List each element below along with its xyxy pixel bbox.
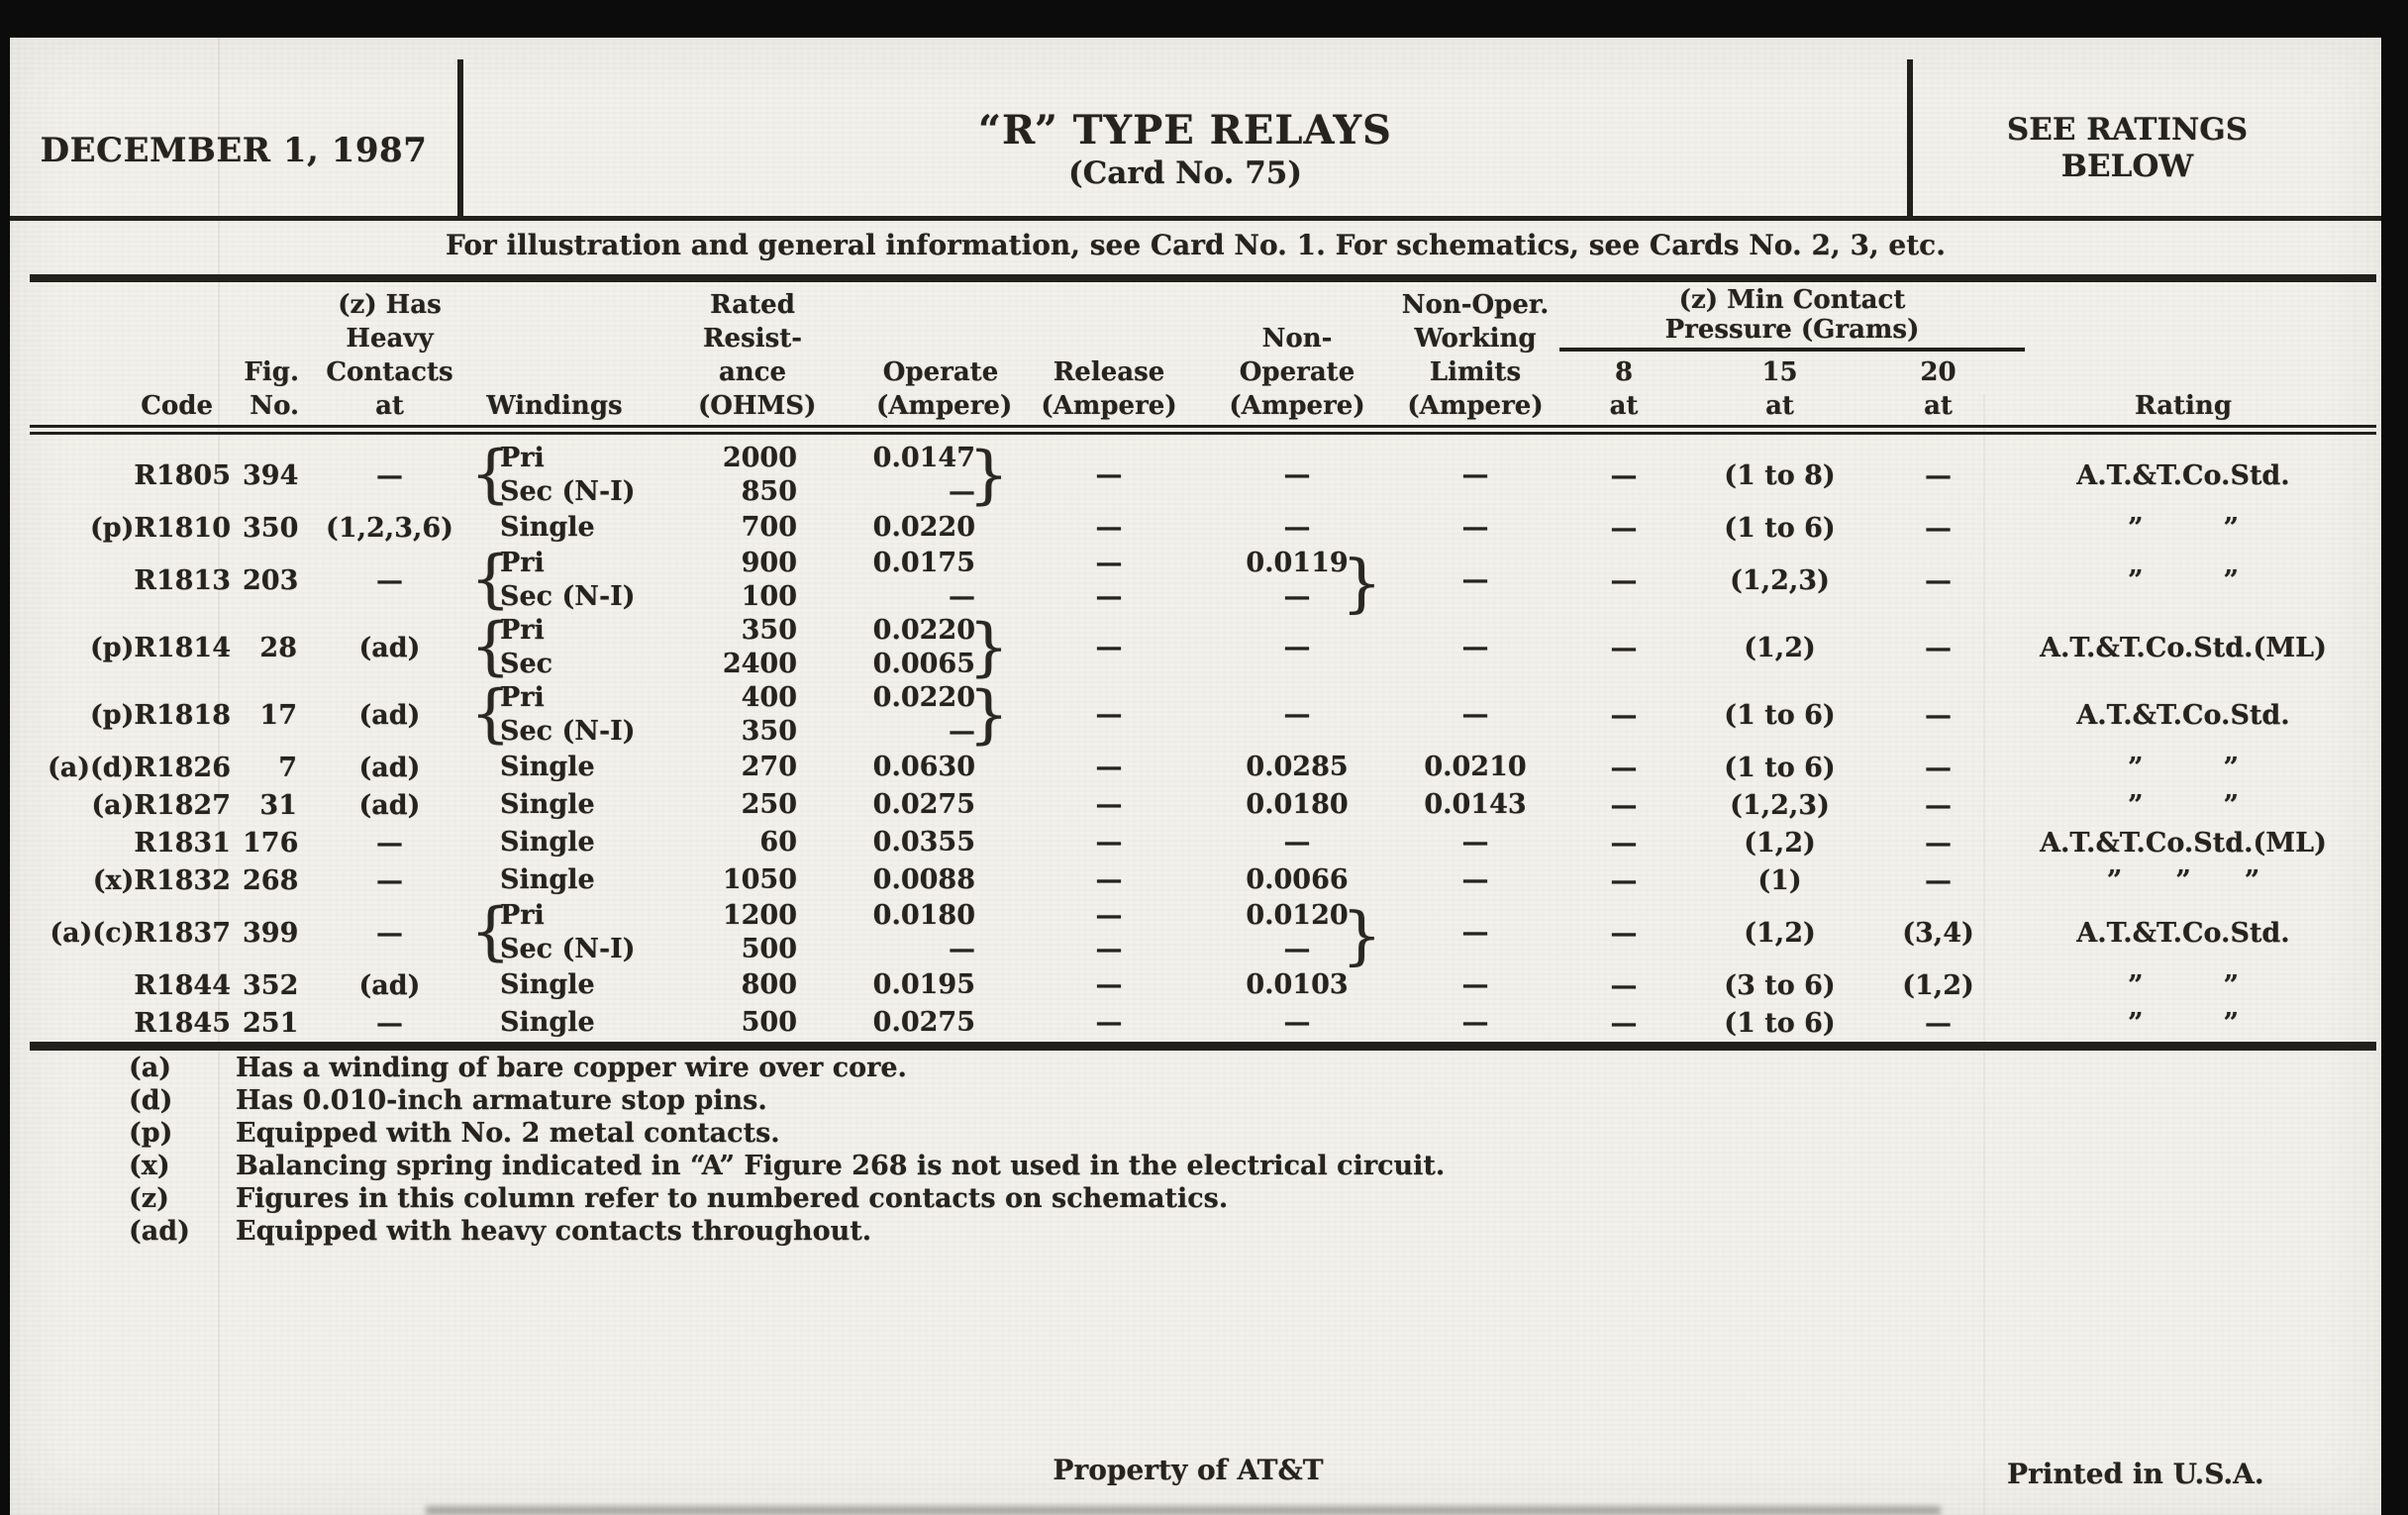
cell-windings [470, 542, 639, 616]
cell-working-limits: — [1461, 632, 1489, 662]
footnote-label: (d) [129, 1085, 173, 1116]
cell-release: — [1095, 459, 1123, 490]
footer-property: Property of AT&T [1053, 1454, 1324, 1486]
ratings-note [1913, 59, 2381, 216]
cell-pressure-15: (1,2) [1744, 917, 1816, 949]
non-operate-lines: — [1283, 827, 1311, 858]
footnote-label: (x) [129, 1151, 170, 1181]
cell-code: (p)R1818 [89, 699, 231, 731]
operate-lines: 0.0355 [872, 827, 975, 858]
non-operate-lines: — [1283, 632, 1311, 662]
cell-release: — [1095, 632, 1123, 662]
cell-heavy-contacts: (ad) [358, 789, 421, 821]
cell-non-operate [1213, 458, 1381, 492]
cell-working-limits: — [1461, 1007, 1489, 1038]
non-operate-lines: 0.0119 — [1246, 548, 1349, 612]
issue-date: DECEMBER 1, 1987 [40, 131, 428, 170]
cell-non-operate [1213, 899, 1382, 973]
cell-non-operate [1213, 968, 1381, 1002]
cell-resistance: 400 350 [741, 682, 797, 747]
cell-pressure-15: (1 to 6) [1724, 699, 1836, 731]
cell-pressure-15: (1 to 8) [1724, 459, 1836, 491]
cell-operate [807, 751, 1005, 784]
windings-lines: Single [500, 864, 595, 895]
col-header-pressure-8: 8 at [1609, 357, 1639, 421]
table-row [40, 437, 2371, 512]
cell-operate [807, 899, 1005, 966]
footnotes [129, 1052, 1445, 1248]
brace-open-glyph: { [470, 437, 511, 511]
title-box [463, 59, 1907, 216]
cell-pressure-8: — [1610, 917, 1638, 949]
operate-lines: 0.0220 — [872, 682, 975, 747]
footnote-label: (a) [129, 1053, 172, 1083]
reference-note: For illustration and general information, see Card No. 1. For schematics, see Cards No. 2, 3, etc. [446, 229, 1946, 261]
cell-windings [470, 863, 639, 897]
cell-pressure-15: (1 to 6) [1724, 1007, 1836, 1039]
table-row [40, 749, 2371, 786]
brace-close-glyph: } [968, 678, 1009, 752]
cell-fig-no: 31 [259, 789, 297, 821]
operate-lines: 0.0275 [872, 1007, 975, 1038]
brace-open-glyph: { [470, 894, 511, 968]
cell-working-limits: — [1461, 917, 1489, 948]
table-row [40, 509, 2371, 547]
card-title: “R” TYPE RELAYS [978, 106, 1392, 153]
non-operate-lines: 0.0103 [1246, 969, 1349, 1000]
footnote-text: Equipped with No. 2 metal contacts. [236, 1118, 780, 1149]
col-group-min-contact-pressure [1559, 285, 2025, 352]
cell-pressure-8: — [1610, 864, 1638, 896]
cell-pressure-20: — [1925, 827, 1952, 858]
table-body [40, 437, 2371, 1042]
footnote-label: (ad) [129, 1216, 190, 1247]
footnote [129, 1117, 1445, 1150]
cell-release: — [1095, 827, 1123, 858]
windings-lines: Single [500, 512, 595, 543]
cell-fig-no: 7 [278, 752, 297, 783]
cell-resistance: 900 100 [741, 548, 797, 612]
table-row [40, 894, 2371, 973]
cell-working-limits: 0.0210 [1424, 752, 1527, 782]
cell-rating: ” ” ” [2106, 864, 2260, 896]
cell-rating: ” ” [2127, 512, 2240, 544]
cell-release: — [1095, 864, 1123, 895]
cell-pressure-8: — [1610, 699, 1638, 731]
cell-fig-no: 394 [243, 459, 299, 491]
cell-heavy-contacts: — [376, 564, 403, 596]
operate-lines: 0.0180 — [872, 900, 975, 964]
table-row [40, 966, 2371, 1004]
footnote-text: Has a winding of bare copper wire over core. [236, 1053, 907, 1083]
windings-lines: Single [500, 752, 595, 782]
cell-pressure-15: (1,2) [1744, 632, 1816, 663]
operate-lines: 0.0220 [872, 512, 975, 543]
scan-edge-artifact [426, 1506, 1941, 1515]
cell-non-operate [1213, 826, 1381, 859]
operate-lines: 0.0195 [872, 969, 975, 1000]
cell-code: (p)R1810 [89, 512, 231, 544]
non-operate-lines: 0.0285 [1246, 752, 1349, 782]
windings-lines: Pri Sec (N-I) [500, 548, 636, 612]
cell-fig-no: 251 [243, 1007, 299, 1039]
cell-release: — [1095, 752, 1123, 782]
ratings-note-line: BELOW [2060, 149, 2194, 184]
cell-pressure-15: (1 to 6) [1724, 512, 1836, 544]
cell-operate [807, 788, 1005, 822]
cell-pressure-20: — [1925, 789, 1952, 821]
cell-release: — [1095, 1007, 1123, 1038]
operate-lines: 0.0088 [872, 864, 975, 895]
group-header-line: Pressure (Grams) [1664, 315, 1920, 345]
windings-lines: Single [500, 969, 595, 1000]
cell-operate [807, 826, 1005, 859]
operate-lines: 0.0275 [872, 789, 975, 820]
table-row [40, 824, 2371, 861]
cell-rating: A.T.&T.Co.Std. [2076, 459, 2290, 491]
cell-code: (a)R1827 [91, 789, 231, 821]
cell-pressure-8: — [1610, 459, 1638, 491]
col-header-resistance: Rated Resist- ance (OHMS) [698, 290, 817, 421]
cell-working-limits: — [1461, 459, 1489, 490]
non-operate-lines: — [1283, 1007, 1311, 1038]
cell-fig-no: 28 [259, 632, 297, 663]
col-header-pressure-15: 15 at [1761, 357, 1798, 421]
cell-pressure-8: — [1610, 512, 1638, 544]
cell-non-operate [1213, 863, 1381, 897]
header-double-rule [30, 425, 2376, 435]
cell-operate [807, 968, 1005, 1002]
cell-non-operate [1213, 698, 1381, 732]
cell-pressure-15: (1,2) [1744, 827, 1816, 858]
cell-working-limits: — [1461, 512, 1489, 543]
cell-pressure-20: (3,4) [1902, 917, 1974, 949]
cell-rating: A.T.&T.Co.Std.(ML) [2040, 827, 2327, 858]
cell-pressure-20: — [1925, 512, 1952, 544]
cell-non-operate [1213, 1006, 1381, 1040]
cell-code: R1805 [134, 459, 231, 491]
cell-operate [807, 511, 1005, 545]
windings-lines: Single [500, 1007, 595, 1038]
cell-rating: ” ” [2127, 789, 2240, 821]
cell-rating: A.T.&T.Co.Std. [2076, 917, 2290, 949]
cell-pressure-15: (1) [1757, 864, 1802, 896]
cell-non-operate [1213, 751, 1381, 784]
table-row [40, 1004, 2371, 1042]
brace-open-glyph: { [470, 609, 511, 683]
cell-pressure-15: (1,2,3) [1730, 789, 1830, 821]
cell-code: (a)(c)R1837 [50, 917, 231, 949]
cell-heavy-contacts: — [376, 917, 403, 949]
cell-pressure-8: — [1610, 969, 1638, 1001]
cell-fig-no: 399 [243, 917, 299, 949]
cell-windings [470, 676, 639, 751]
footnote-label: (p) [129, 1118, 173, 1149]
footnote [129, 1150, 1445, 1182]
non-operate-lines: 0.0120 — [1246, 900, 1349, 964]
cell-heavy-contacts: (1,2,3,6) [326, 512, 453, 544]
cell-code: R1845 [134, 1007, 231, 1039]
cell-working-limits: — [1461, 699, 1489, 730]
brace-open-glyph: { [470, 542, 511, 616]
operate-lines: 0.0630 [872, 752, 975, 782]
cell-release: — [1095, 512, 1123, 543]
footnote [129, 1215, 1445, 1248]
windings-lines: Single [500, 827, 595, 858]
cell-operate [807, 863, 1005, 897]
cell-rating: A.T.&T.Co.Std. [2076, 699, 2290, 731]
cell-operate [807, 678, 1009, 752]
non-operate-lines: — [1283, 699, 1311, 730]
cell-windings [470, 788, 639, 822]
cell-resistance: 800 [741, 969, 797, 1000]
cell-windings [470, 968, 639, 1002]
cell-windings [470, 751, 639, 784]
cell-pressure-20: (1,2) [1902, 969, 1974, 1001]
horizontal-rule [10, 216, 2381, 221]
cell-fig-no: 203 [243, 564, 299, 596]
cell-rating: ” ” [2127, 1007, 2240, 1039]
cell-operate [807, 439, 1009, 512]
ratings-note-line: SEE RATINGS [2006, 112, 2249, 148]
cell-resistance: 60 [759, 827, 797, 858]
cell-operate [807, 611, 1009, 684]
windings-lines: Pri Sec (N-I) [500, 682, 636, 747]
col-header-windings: Windings [486, 391, 623, 421]
windings-lines: Pri Sec (N-I) [500, 443, 636, 507]
card-page [10, 38, 2381, 1515]
cell-working-limits: — [1461, 827, 1489, 858]
cell-windings [470, 1006, 639, 1040]
cell-resistance: 2000 850 [722, 443, 797, 507]
cell-heavy-contacts: — [376, 827, 403, 858]
cell-code: R1831 [134, 827, 231, 858]
cell-resistance: 700 [741, 512, 797, 543]
operate-lines: 0.0175 — [872, 548, 975, 612]
footer-printed: Printed in U.S.A. [2007, 1458, 2264, 1490]
cell-working-limits: — [1461, 564, 1489, 595]
cell-heavy-contacts: — [376, 459, 403, 491]
windings-lines: Pri Sec (N-I) [500, 900, 636, 964]
operate-lines: 0.0147 — [872, 443, 975, 507]
cell-working-limits: — [1461, 969, 1489, 1000]
cell-resistance: 270 [741, 752, 797, 782]
cell-rating: ” ” [2127, 564, 2240, 596]
cell-pressure-8: — [1610, 564, 1638, 596]
cell-fig-no: 176 [243, 827, 299, 858]
cell-pressure-15: (3 to 6) [1724, 969, 1836, 1001]
cell-pressure-8: — [1610, 1007, 1638, 1039]
cell-resistance: 1200 500 [722, 900, 797, 964]
col-header-working-limits: Non-Oper. Working Limits (Ampere) [1401, 290, 1550, 421]
cell-fig-no: 17 [259, 699, 297, 731]
col-header-release: Release (Ampere) [1041, 357, 1177, 421]
cell-pressure-8: — [1610, 752, 1638, 783]
brace-close-glyph: } [968, 611, 1009, 684]
cell-non-operate [1213, 631, 1381, 664]
footnote-text: Equipped with heavy contacts throughout. [236, 1216, 872, 1247]
cell-release: — [1095, 789, 1123, 820]
cell-working-limits: — [1461, 864, 1489, 895]
cell-code: R1844 [134, 969, 231, 1001]
cell-operate [807, 547, 1005, 614]
cell-heavy-contacts: (ad) [358, 632, 421, 663]
cell-heavy-contacts: — [376, 864, 403, 896]
cell-pressure-15: (1,2,3) [1730, 564, 1830, 596]
footnote-text: Has 0.010-inch armature stop pins. [236, 1085, 767, 1116]
cell-heavy-contacts: (ad) [358, 969, 421, 1001]
cell-pressure-8: — [1610, 827, 1638, 858]
cell-rating: ” ” [2127, 752, 2240, 783]
group-header-line: (z) Min Contact [1678, 285, 1906, 315]
cell-windings [470, 511, 639, 545]
footnote [129, 1084, 1445, 1117]
footnote-text: Balancing spring indicated in “A” Figure 268 is not used in the electrical circuit. [236, 1151, 1446, 1181]
cell-rating: ” ” [2127, 969, 2240, 1001]
cell-windings [470, 609, 639, 683]
cell-code: (x)R1832 [92, 864, 231, 896]
non-operate-lines: — [1283, 512, 1311, 543]
col-header-pressure-20: 20 at [1920, 357, 1956, 421]
cell-code: R1813 [134, 564, 231, 596]
col-header-code: Code [141, 391, 213, 421]
col-header-fig-no: Fig. No. [244, 357, 299, 421]
cell-pressure-20: — [1925, 699, 1952, 731]
col-header-operate: Operate (Ampere) [876, 357, 1013, 421]
cell-operate [807, 1006, 1005, 1040]
cell-resistance: 250 [741, 789, 797, 820]
table-row [40, 676, 2371, 752]
cell-windings [470, 437, 639, 511]
cell-fig-no: 350 [243, 512, 299, 544]
cell-non-operate [1213, 511, 1381, 545]
cell-resistance: 350 2400 [722, 615, 797, 679]
cell-release: — — [1095, 548, 1123, 612]
cell-non-operate [1213, 788, 1381, 822]
table-bottom-rule [30, 1042, 2376, 1051]
cell-heavy-contacts: — [376, 1007, 403, 1039]
cell-pressure-20: — [1925, 1007, 1952, 1039]
table-row [40, 786, 2371, 824]
cell-working-limits: 0.0143 [1424, 789, 1527, 820]
cell-heavy-contacts: (ad) [358, 699, 421, 731]
footnote [129, 1182, 1445, 1215]
col-header-rating: Rating [2134, 391, 2233, 421]
col-header-heavy-contacts: (z) Has Heavy Contacts at [326, 290, 453, 421]
windings-lines: Single [500, 789, 595, 820]
non-operate-lines: 0.0066 [1246, 864, 1349, 895]
card-number: (Card No. 75) [1067, 154, 1303, 191]
cell-release: — [1095, 969, 1123, 1000]
cell-pressure-20: — [1925, 864, 1952, 896]
cell-pressure-20: — [1925, 459, 1952, 491]
cell-release: — [1095, 699, 1123, 730]
table-row [40, 542, 2371, 621]
cell-resistance: 500 [741, 1007, 797, 1038]
cell-pressure-20: — [1925, 564, 1952, 596]
cell-pressure-15: (1 to 6) [1724, 752, 1836, 783]
footnote [129, 1052, 1445, 1084]
brace-close-glyph: } [1341, 547, 1382, 621]
cell-pressure-20: — [1925, 752, 1952, 783]
windings-lines: Pri Sec [500, 615, 553, 679]
cell-pressure-20: — [1925, 632, 1952, 663]
footnote-text: Figures in this column refer to numbered contacts on schematics. [236, 1183, 1229, 1214]
cell-rating: A.T.&T.Co.Std.(ML) [2040, 632, 2327, 663]
cell-code: (p)R1814 [89, 632, 231, 663]
footnote-label: (z) [129, 1183, 169, 1214]
non-operate-lines: — [1283, 459, 1311, 490]
cell-code: (a)(d)R1826 [47, 752, 231, 783]
horizontal-rule-thick [30, 274, 2376, 282]
brace-open-glyph: { [470, 676, 511, 751]
cell-pressure-8: — [1610, 789, 1638, 821]
brace-close-glyph: } [1341, 899, 1382, 973]
cell-heavy-contacts: (ad) [358, 752, 421, 783]
cell-non-operate [1213, 547, 1382, 621]
cell-resistance: 1050 [722, 864, 797, 895]
cell-release: — — [1095, 900, 1123, 964]
operate-lines: 0.0220 0.0065 [872, 615, 975, 679]
cell-fig-no: 352 [243, 969, 299, 1001]
cell-fig-no: 268 [243, 864, 299, 896]
cell-windings [470, 894, 639, 968]
brace-close-glyph: } [968, 439, 1009, 512]
table-row [40, 609, 2371, 684]
cell-pressure-8: — [1610, 632, 1638, 663]
cell-windings [470, 826, 639, 859]
non-operate-lines: 0.0180 [1246, 789, 1349, 820]
col-header-non-operate: Non- Operate (Ampere) [1229, 324, 1365, 421]
table-row [40, 861, 2371, 899]
